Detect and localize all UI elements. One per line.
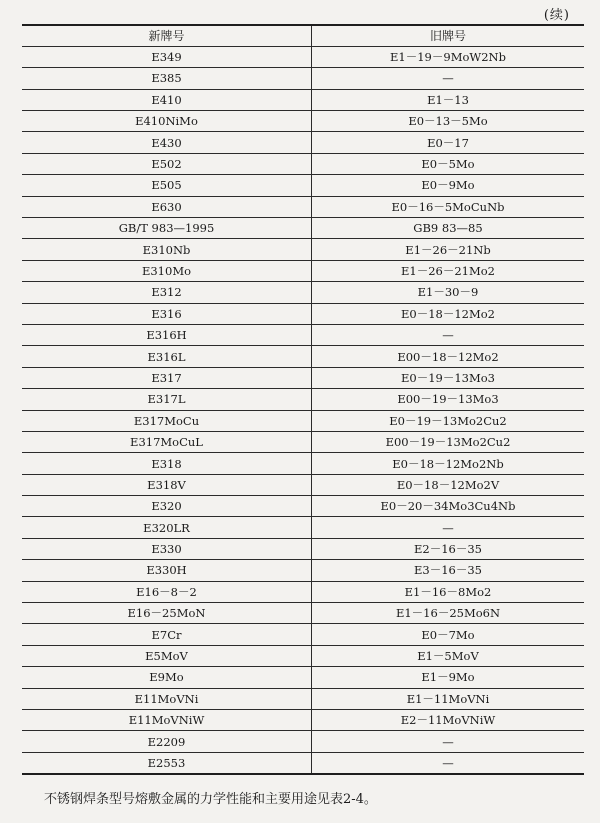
old-grade-cell: E1－26－21Mo2 <box>312 260 585 281</box>
table-row <box>22 645 584 666</box>
new-grade-cell: E430 <box>22 132 312 153</box>
old-grade-cell: E0－20－34Mo3Cu4Nb <box>312 496 585 517</box>
new-grade-cell: E11MoVNi <box>22 688 312 709</box>
table-row <box>22 367 584 388</box>
new-grade-cell: E310Nb <box>22 239 312 260</box>
new-grade-cell: E410NiMo <box>22 111 312 132</box>
old-grade-cell: E1－11MoVNi <box>312 688 585 709</box>
old-grade-cell: E0－18－12Mo2 <box>312 303 585 324</box>
old-grade-cell: E00－19－13Mo2Cu2 <box>312 431 585 452</box>
table-row <box>22 196 584 217</box>
new-grade-cell: E318 <box>22 453 312 474</box>
new-grade-cell: E316H <box>22 324 312 345</box>
old-grade-cell: E1－5MoV <box>312 645 585 666</box>
new-grade-cell: E317MoCuL <box>22 431 312 452</box>
table-row <box>22 517 584 538</box>
old-grade-cell: E1－30－9 <box>312 282 585 303</box>
new-grade-cell: E385 <box>22 68 312 89</box>
table-row <box>22 239 584 260</box>
header-new-grade: 新牌号 <box>22 25 312 46</box>
header-old-grade: 旧牌号 <box>312 25 585 46</box>
old-grade-cell: E0－17 <box>312 132 585 153</box>
new-grade-cell: E312 <box>22 282 312 303</box>
table-row <box>22 752 584 773</box>
new-grade-cell: E7Cr <box>22 624 312 645</box>
new-grade-cell: E320 <box>22 496 312 517</box>
table-row <box>22 260 584 281</box>
old-grade-cell: E0－7Mo <box>312 624 585 645</box>
old-grade-cell: E1－19－9MoW2Nb <box>312 46 585 67</box>
new-grade-cell: E320LR <box>22 517 312 538</box>
old-grade-cell: E0－19－13Mo2Cu2 <box>312 410 585 431</box>
new-grade-cell: E316 <box>22 303 312 324</box>
new-grade-cell: E410 <box>22 89 312 110</box>
new-grade-cell: E5MoV <box>22 645 312 666</box>
new-grade-cell: E317 <box>22 367 312 388</box>
old-grade-cell: — <box>312 324 585 345</box>
new-grade-cell: E316L <box>22 346 312 367</box>
footnote: 不锈钢焊条型号熔敷金属的力学性能和主要用途见表2-4。 <box>44 792 377 807</box>
new-grade-cell: E2553 <box>22 752 312 773</box>
old-grade-cell: E1－13 <box>312 89 585 110</box>
table-row <box>22 581 584 602</box>
new-grade-cell: E505 <box>22 175 312 196</box>
old-grade-cell: E3－16－35 <box>312 560 585 581</box>
old-grade-cell: E00－18－12Mo2 <box>312 346 585 367</box>
old-grade-cell: — <box>312 731 585 752</box>
table-row <box>22 46 584 67</box>
table-row <box>22 731 584 752</box>
table-row <box>22 111 584 132</box>
new-grade-cell: E630 <box>22 196 312 217</box>
table-row <box>22 153 584 174</box>
table-row <box>22 538 584 559</box>
table-row <box>22 303 584 324</box>
table-row <box>22 282 584 303</box>
old-grade-cell: E0－18－12Mo2V <box>312 474 585 495</box>
table-row <box>22 496 584 517</box>
table-row <box>22 68 584 89</box>
old-grade-cell: E0－9Mo <box>312 175 585 196</box>
old-grade-cell: E2－11MoVNiW <box>312 710 585 731</box>
table-header-row <box>22 25 584 46</box>
table-row <box>22 410 584 431</box>
old-grade-cell: E1－16－25Mo6N <box>312 603 585 624</box>
new-grade-cell: E310Mo <box>22 260 312 281</box>
new-grade-cell: E317MoCu <box>22 410 312 431</box>
table-row <box>22 431 584 452</box>
new-grade-cell: E349 <box>22 46 312 67</box>
new-grade-cell: E16－25MoN <box>22 603 312 624</box>
table-body <box>22 46 584 773</box>
old-grade-cell: E0－5Mo <box>312 153 585 174</box>
new-grade-cell: GB/T 983—1995 <box>22 218 312 239</box>
old-grade-cell: — <box>312 517 585 538</box>
new-grade-cell: E9Mo <box>22 667 312 688</box>
old-grade-cell: E1－16－8Mo2 <box>312 581 585 602</box>
table-row <box>22 603 584 624</box>
old-grade-cell: — <box>312 68 585 89</box>
table-row <box>22 453 584 474</box>
table-row <box>22 89 584 110</box>
table-row <box>22 560 584 581</box>
old-grade-cell: E0－16－5MoCuNb <box>312 196 585 217</box>
new-grade-cell: E16－8－2 <box>22 581 312 602</box>
table-row <box>22 346 584 367</box>
table-row <box>22 667 584 688</box>
old-grade-cell: E0－13－5Mo <box>312 111 585 132</box>
new-grade-cell: E317L <box>22 389 312 410</box>
new-grade-cell: E330H <box>22 560 312 581</box>
table-row <box>22 474 584 495</box>
table-row <box>22 175 584 196</box>
table-row <box>22 324 584 345</box>
new-grade-cell: E11MoVNiW <box>22 710 312 731</box>
new-grade-cell: E330 <box>22 538 312 559</box>
old-grade-cell: E1－9Mo <box>312 667 585 688</box>
old-grade-cell: E2－16－35 <box>312 538 585 559</box>
old-grade-cell: E00－19－13Mo3 <box>312 389 585 410</box>
continued-label: (续) <box>543 8 570 23</box>
new-grade-cell: E318V <box>22 474 312 495</box>
grade-comparison-table <box>22 24 584 775</box>
old-grade-cell: — <box>312 752 585 773</box>
old-grade-cell: E0－18－12Mo2Nb <box>312 453 585 474</box>
old-grade-cell: E0－19－13Mo3 <box>312 367 585 388</box>
old-grade-cell: GB9 83—85 <box>312 218 585 239</box>
table-row <box>22 710 584 731</box>
old-grade-cell: E1－26－21Nb <box>312 239 585 260</box>
new-grade-cell: E2209 <box>22 731 312 752</box>
table-row <box>22 389 584 410</box>
table-row <box>22 218 584 239</box>
table-row <box>22 624 584 645</box>
table-row <box>22 688 584 709</box>
new-grade-cell: E502 <box>22 153 312 174</box>
table-row <box>22 132 584 153</box>
